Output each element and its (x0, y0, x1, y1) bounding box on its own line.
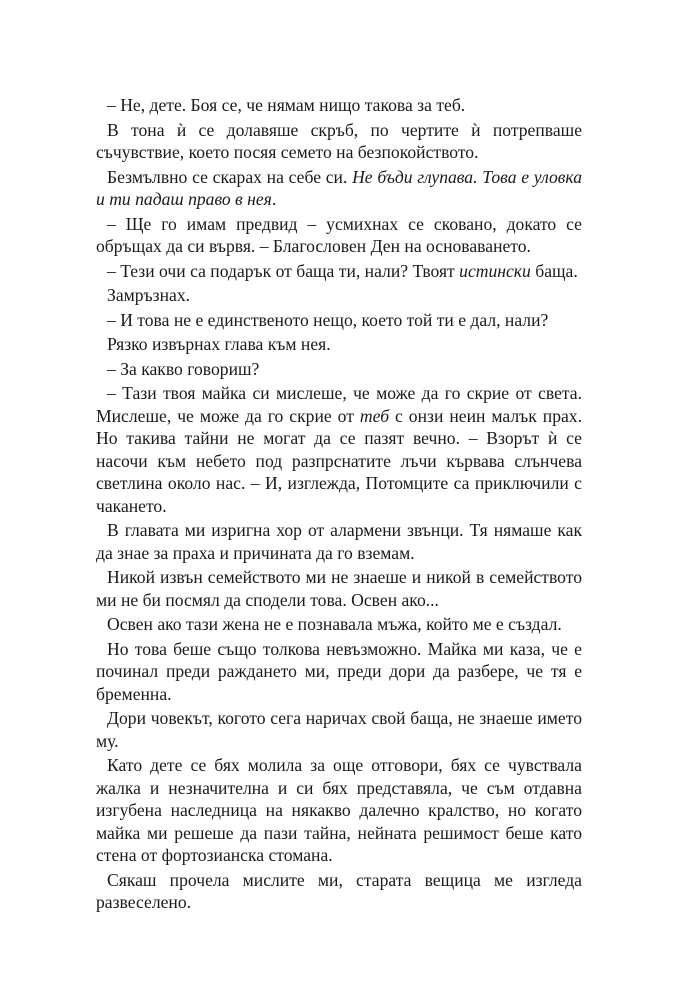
text-run: Но това беше също толкова невъзможно. Майка ми каза, че е починал преди раждането ми, преди дори да разбере, че тя е бременна. (96, 638, 582, 704)
text-run: – Не, дете. Боя се, че нямам нищо такова за теб. (107, 95, 466, 115)
text-run: баща. (530, 260, 578, 281)
paragraph (96, 309, 582, 332)
paragraph (96, 638, 582, 706)
text-run: В главата ми изригна хор от алармени звънци. Тя нямаше как да знае за праха и причината да го вземам. (96, 520, 582, 563)
paragraph (96, 382, 582, 517)
text-run: Дори човекът, когото сега наричах свой баща, не знаеше името му. (96, 708, 582, 751)
text-run: Замръзнах. (107, 285, 191, 305)
italic-text-run: Не бъди глупава. Това е уловка и ти падаш право в нея (96, 166, 583, 209)
text-run: Безмълвно се скарах на себе си. (107, 166, 353, 187)
paragraph (96, 566, 582, 611)
paragraph (96, 213, 582, 258)
paragraph (96, 166, 582, 211)
text-run: Като дете се бях молила за още отговори, бях се чувствала жалка и незначителна и си бях представяла, че съм отдавна изгубена наследница на някакво далечно кралство, но когато майка ми решеше да пази тайна, нейната решимост беше като стена от фортозианска стомана. (96, 755, 582, 865)
paragraph (96, 754, 582, 867)
text-run: Рязко извърнах глава към нея. (107, 334, 331, 354)
paragraph (96, 358, 582, 381)
italic-text-run: теб (359, 405, 390, 426)
text-run: В тона ѝ се долавяше скръб, по чертите ѝ потрепваше съчувствие, което посяя семето на безпокойството. (96, 119, 582, 162)
paragraph (96, 333, 582, 356)
italic-text-run: истински (459, 260, 531, 281)
paragraph (96, 519, 582, 564)
paragraph (96, 284, 582, 307)
paragraph (96, 707, 582, 752)
text-run: . (271, 189, 277, 209)
text-run: – Тези очи са подарък от баща ти, нали? Твоят (107, 260, 460, 281)
paragraph (96, 94, 582, 117)
text-run: – Тази твоя майка си мислеше, че може да го скрие от света. Мислеше, че може да го скрие от (96, 383, 582, 426)
text-run: Освен ако тази жена не е познавала мъжа, който ме е създал. (107, 614, 562, 634)
text-run: – И това не е единственото нещо, което той ти е дал, нали? (107, 309, 549, 330)
text-run: Сякаш прочела мислите ми, старата вещица ме изгледа развеселено. (96, 869, 582, 912)
text-run: – Ще го имам предвид – усмихнах се сковано, докато се обръщах да си вървя. – Благословен Ден на основаването. (96, 213, 582, 256)
text-run: с онзи неин малък прах. Но такива тайни не могат да се пазят вечно. – Взорът ѝ се насочи към небето под разпрснатите лъчи кървава слънчева светлина около нас. – И, изглежда, Потомците са приключили с чакането. (96, 405, 582, 516)
paragraph (96, 119, 582, 164)
text-run: Никой извън семейството ми не знаеше и никой в семейството ми не би посмял да сподели това. Освен ако... (96, 567, 582, 610)
paragraph (96, 869, 582, 914)
paragraph (96, 260, 582, 283)
page-body (96, 94, 582, 916)
paragraph (96, 613, 582, 636)
text-run: – За какво говориш? (107, 358, 260, 379)
